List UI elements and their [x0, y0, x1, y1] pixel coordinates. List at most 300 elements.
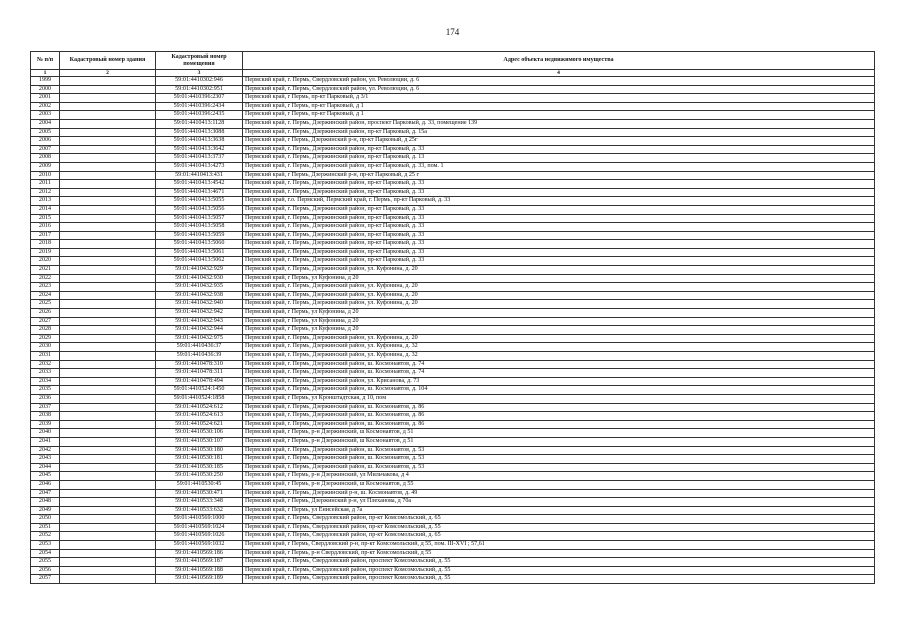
building-cadastral-cell — [60, 506, 156, 515]
premises-cadastral-cell: 59:01:4410569:1000 — [156, 515, 243, 524]
table-row — [31, 437, 875, 446]
table-row — [31, 377, 875, 386]
row-index-cell: 2039 — [31, 420, 60, 429]
address-cell: Пермский край, г. Пермь, Дзержинский район, ул. Куфонина, д. 20 — [243, 283, 875, 292]
building-cadastral-cell — [60, 549, 156, 558]
premises-cadastral-cell: 59:01:4410413:4542 — [156, 180, 243, 189]
premises-cadastral-cell: 59:01:4410413:3642 — [156, 145, 243, 154]
row-index-cell: 2007 — [31, 145, 60, 154]
table-row — [31, 498, 875, 507]
building-cadastral-cell — [60, 291, 156, 300]
row-index-cell: 2029 — [31, 334, 60, 343]
header-premises-cadastral-number: Кадастровый номер помещения — [156, 52, 243, 70]
table-row — [31, 412, 875, 421]
premises-cadastral-cell: 59:01:4410413:5058 — [156, 223, 243, 232]
premises-cadastral-cell: 59:01:4410524:613 — [156, 412, 243, 421]
premises-cadastral-cell: 59:01:4410413:3737 — [156, 154, 243, 163]
building-cadastral-cell — [60, 300, 156, 309]
address-cell: Пермский край, г. Пермь, Дзержинский район, ш. Космонавтов, д. 86 — [243, 412, 875, 421]
table-row — [31, 420, 875, 429]
address-cell: Пермский край, г. Пермь, Дзержинский район, пр-кт Парковый, д. 33, пом. 1 — [243, 162, 875, 171]
address-cell: Пермский край, г. Пермь, Дзержинский район, ул. Куфонина, д. 20 — [243, 291, 875, 300]
table-row — [31, 85, 875, 94]
building-cadastral-cell — [60, 102, 156, 111]
row-index-cell: 2047 — [31, 489, 60, 498]
address-cell: Пермский край, г Пермь, р-н Дзержинский, ул Мильчакова, д 4 — [243, 472, 875, 481]
building-cadastral-cell — [60, 369, 156, 378]
table-row — [31, 506, 875, 515]
row-index-cell: 2019 — [31, 248, 60, 257]
address-cell: Пермский край, г. Пермь, Дзержинский район, ул. Куфонина, д. 32 — [243, 343, 875, 352]
table-row — [31, 300, 875, 309]
row-index-cell: 2016 — [31, 223, 60, 232]
premises-cadastral-cell: 59:01:4410436:39 — [156, 352, 243, 361]
premises-cadastral-cell: 59:01:4410413:5056 — [156, 205, 243, 214]
table-row — [31, 472, 875, 481]
table-row — [31, 257, 875, 266]
building-cadastral-cell — [60, 223, 156, 232]
address-cell: Пермский край, г. Пермь, Свердловский район, ул. Революции, д. 6 — [243, 77, 875, 86]
premises-cadastral-cell: 59:01:4410569:1024 — [156, 523, 243, 532]
column-number: 2 — [60, 70, 156, 77]
building-cadastral-cell — [60, 162, 156, 171]
premises-cadastral-cell: 59:01:4410530:107 — [156, 437, 243, 446]
table-row — [31, 352, 875, 361]
header-index: № п/п — [31, 52, 60, 70]
address-cell: Пермский край, г. Пермь, Дзержинский район, пр-кт Парковый, д. 33 — [243, 188, 875, 197]
building-cadastral-cell — [60, 343, 156, 352]
premises-cadastral-cell: 59:01:4410432:940 — [156, 300, 243, 309]
table-row — [31, 223, 875, 232]
address-cell: Пермский край, г Пермь, р-н Свердловский, пр-кт Комсомольский, д 55 — [243, 549, 875, 558]
table-row — [31, 171, 875, 180]
row-index-cell: 1999 — [31, 77, 60, 86]
premises-cadastral-cell: 59:01:4410530:471 — [156, 489, 243, 498]
row-index-cell: 2048 — [31, 498, 60, 507]
premises-cadastral-cell: 59:01:4410530:45 — [156, 480, 243, 489]
row-index-cell: 2040 — [31, 429, 60, 438]
premises-cadastral-cell: 59:01:4410569:187 — [156, 558, 243, 567]
table-row — [31, 274, 875, 283]
table-row — [31, 523, 875, 532]
page-number: 174 — [445, 27, 460, 37]
column-number: 4 — [243, 70, 875, 77]
table-row — [31, 145, 875, 154]
address-cell: Пермский край, г. Пермь, Дзержинский район, ш. Космонавтов, д. 74 — [243, 360, 875, 369]
address-cell: Пермский край, г. Пермь, Дзержинский район, ул. Куфонина, д. 20 — [243, 300, 875, 309]
premises-cadastral-cell: 59:01:4410530:185 — [156, 463, 243, 472]
premises-cadastral-cell: 59:01:4410432:929 — [156, 266, 243, 275]
building-cadastral-cell — [60, 111, 156, 120]
table-row — [31, 541, 875, 550]
address-cell: Пермский край, г Пермь, Дзержинский р-н, ул Плеханова, д 70а — [243, 498, 875, 507]
column-number-row — [31, 70, 875, 77]
address-cell: Пермский край, г. Пермь, Дзержинский район, ш. Космонавтов, д. 53 — [243, 463, 875, 472]
building-cadastral-cell — [60, 575, 156, 584]
table-row — [31, 532, 875, 541]
building-cadastral-cell — [60, 154, 156, 163]
building-cadastral-cell — [60, 283, 156, 292]
building-cadastral-cell — [60, 541, 156, 550]
address-cell: Пермский край, г. Пермь, Дзержинский район, пр-кт Парковый, д. 33 — [243, 240, 875, 249]
table-row — [31, 317, 875, 326]
column-number: 1 — [31, 70, 60, 77]
row-index-cell: 2009 — [31, 162, 60, 171]
address-cell: Пермский край, г. Пермь, Свердловский район, проспект Комсомольский, д. 55 — [243, 558, 875, 567]
address-cell: Пермский край, г. Пермь, Дзержинский район, ул. Куфонина, д. 32 — [243, 352, 875, 361]
address-cell: Пермский край, г. Пермь, Дзержинский район, пр-кт Парковый, д. 33 — [243, 257, 875, 266]
address-cell: Пермский край, г Пермь, р-н Дзержинский, ш Космонавтов, д 55 — [243, 480, 875, 489]
premises-cadastral-cell: 59:01:4410533:348 — [156, 498, 243, 507]
building-cadastral-cell — [60, 334, 156, 343]
premises-cadastral-cell: 59:01:4410413:5059 — [156, 231, 243, 240]
premises-cadastral-cell: 59:01:4410533:632 — [156, 506, 243, 515]
table-row — [31, 119, 875, 128]
table-row — [31, 180, 875, 189]
address-cell: Пермский край, г. Пермь, Свердловский район, пр-кт Комсомольский, д. 65 — [243, 532, 875, 541]
row-index-cell: 2057 — [31, 575, 60, 584]
address-cell: Пермский край, г. Пермь, Дзержинский район, ш. Космонавтов, д. 74 — [243, 369, 875, 378]
table-row — [31, 137, 875, 146]
premises-cadastral-cell: 59:01:4410524:1450 — [156, 386, 243, 395]
row-index-cell: 2024 — [31, 291, 60, 300]
table-row — [31, 94, 875, 103]
table-row — [31, 429, 875, 438]
table-row — [31, 455, 875, 464]
row-index-cell: 2021 — [31, 266, 60, 275]
address-cell: Пермский край, г Пермь, ул Куфонина, д 20 — [243, 309, 875, 318]
address-cell: Пермский край, г. Пермь, Свердловский район, пр-кт Комсомольский, д. 65 — [243, 515, 875, 524]
building-cadastral-cell — [60, 558, 156, 567]
building-cadastral-cell — [60, 463, 156, 472]
row-index-cell: 2042 — [31, 446, 60, 455]
table-row — [31, 154, 875, 163]
row-index-cell: 2049 — [31, 506, 60, 515]
table-row — [31, 197, 875, 206]
table-row — [31, 369, 875, 378]
premises-cadastral-cell: 59:01:4410569:189 — [156, 575, 243, 584]
address-cell: Пермский край, г.о. Пермский, Пермский край, г. Пермь, пр-кт Парковый, д. 33 — [243, 197, 875, 206]
building-cadastral-cell — [60, 171, 156, 180]
table-row — [31, 343, 875, 352]
row-index-cell: 2032 — [31, 360, 60, 369]
row-index-cell: 2005 — [31, 128, 60, 137]
address-cell: Пермский край, г Пермь, пр-кт Парковый, д 1 — [243, 102, 875, 111]
building-cadastral-cell — [60, 360, 156, 369]
table-row — [31, 386, 875, 395]
building-cadastral-cell — [60, 326, 156, 335]
premises-cadastral-cell: 59:01:4410432:944 — [156, 326, 243, 335]
premises-cadastral-cell: 59:01:4410413:5057 — [156, 214, 243, 223]
row-index-cell: 2010 — [31, 171, 60, 180]
table-row — [31, 231, 875, 240]
building-cadastral-cell — [60, 429, 156, 438]
row-index-cell: 2025 — [31, 300, 60, 309]
building-cadastral-cell — [60, 352, 156, 361]
table-row — [31, 446, 875, 455]
row-index-cell: 2008 — [31, 154, 60, 163]
premises-cadastral-cell: 59:01:4410478:311 — [156, 369, 243, 378]
building-cadastral-cell — [60, 94, 156, 103]
address-cell: Пермский край, г. Пермь, Свердловский район, проспект Комсомольский, д. 55 — [243, 575, 875, 584]
premises-cadastral-cell: 59:01:4410413:3088 — [156, 128, 243, 137]
row-index-cell: 2044 — [31, 463, 60, 472]
table-row — [31, 162, 875, 171]
premises-cadastral-cell: 59:01:4410530:250 — [156, 472, 243, 481]
premises-cadastral-cell: 59:01:4410413:5055 — [156, 197, 243, 206]
building-cadastral-cell — [60, 377, 156, 386]
building-cadastral-cell — [60, 412, 156, 421]
premises-cadastral-cell: 59:01:4410432:975 — [156, 334, 243, 343]
building-cadastral-cell — [60, 394, 156, 403]
premises-cadastral-cell: 59:01:4410432:942 — [156, 309, 243, 318]
building-cadastral-cell — [60, 188, 156, 197]
row-index-cell: 2053 — [31, 541, 60, 550]
header-address: Адрес объекта недвижимого имущества — [243, 52, 875, 70]
table-row — [31, 515, 875, 524]
address-cell: Пермский край, г Пермь, ул Куфонина, д 20 — [243, 317, 875, 326]
building-cadastral-cell — [60, 231, 156, 240]
row-index-cell: 2051 — [31, 523, 60, 532]
address-cell: Пермский край, г Пермь, ул Енисейская, д 7а — [243, 506, 875, 515]
building-cadastral-cell — [60, 128, 156, 137]
building-cadastral-cell — [60, 137, 156, 146]
row-index-cell: 2022 — [31, 274, 60, 283]
table-row — [31, 334, 875, 343]
row-index-cell: 2027 — [31, 317, 60, 326]
building-cadastral-cell — [60, 515, 156, 524]
table-row — [31, 489, 875, 498]
row-index-cell: 2015 — [31, 214, 60, 223]
address-cell: Пермский край, г. Пермь, Дзержинский район, пр-кт Парковый, д. 33 — [243, 205, 875, 214]
row-index-cell: 2045 — [31, 472, 60, 481]
building-cadastral-cell — [60, 523, 156, 532]
table-body — [31, 77, 875, 584]
building-cadastral-cell — [60, 309, 156, 318]
address-cell: Пермский край, г. Пермь, Дзержинский район, ш. Космонавтов, д. 53 — [243, 455, 875, 464]
row-index-cell: 2054 — [31, 549, 60, 558]
row-index-cell: 2035 — [31, 386, 60, 395]
row-index-cell: 2018 — [31, 240, 60, 249]
table-row — [31, 128, 875, 137]
address-cell: Пермский край, г. Пермь, Свердловский район, пр-кт Комсомольский, д. 55 — [243, 523, 875, 532]
address-cell: Пермский край, г. Пермь, Дзержинский район, пр-кт Парковый, д. 33 — [243, 248, 875, 257]
premises-cadastral-cell: 59:01:4410478:310 — [156, 360, 243, 369]
table-row — [31, 480, 875, 489]
address-cell: Пермский край, г. Пермь, Дзержинский район, ш. Космонавтов, д. 86 — [243, 420, 875, 429]
table-row — [31, 394, 875, 403]
row-index-cell: 2003 — [31, 111, 60, 120]
building-cadastral-cell — [60, 446, 156, 455]
building-cadastral-cell — [60, 180, 156, 189]
row-index-cell: 2002 — [31, 102, 60, 111]
table-row — [31, 558, 875, 567]
premises-cadastral-cell: 59:01:4410432:938 — [156, 291, 243, 300]
premises-cadastral-cell: 59:01:4410413:3638 — [156, 137, 243, 146]
row-index-cell: 2034 — [31, 377, 60, 386]
address-cell: Пермский край, г. Пермь, Дзержинский район, ул. Куфонина, д. 20 — [243, 334, 875, 343]
address-cell: Пермский край, г. Пермь, Дзержинский район, пр-кт Парковый, д. 33 — [243, 145, 875, 154]
address-cell: Пермский край, г. Пермь, Дзержинский район, пр-кт Парковый, д. 15а — [243, 128, 875, 137]
table-row — [31, 77, 875, 86]
premises-cadastral-cell: 59:01:4410413:4671 — [156, 188, 243, 197]
table-header-row — [31, 52, 875, 70]
building-cadastral-cell — [60, 498, 156, 507]
row-index-cell: 2050 — [31, 515, 60, 524]
column-number: 3 — [156, 70, 243, 77]
building-cadastral-cell — [60, 214, 156, 223]
building-cadastral-cell — [60, 85, 156, 94]
premises-cadastral-cell: 59:01:4410413:5062 — [156, 257, 243, 266]
row-index-cell: 2030 — [31, 343, 60, 352]
premises-cadastral-cell: 59:01:4410569:1032 — [156, 541, 243, 550]
table-row — [31, 111, 875, 120]
premises-cadastral-cell: 59:01:4410413:5061 — [156, 248, 243, 257]
premises-cadastral-cell: 59:01:4410432:943 — [156, 317, 243, 326]
premises-cadastral-cell: 59:01:4410478:494 — [156, 377, 243, 386]
address-cell: Пермский край, г. Пермь, Дзержинский район, проспект Парковый, д. 33, помещение 139 — [243, 119, 875, 128]
row-index-cell: 2055 — [31, 558, 60, 567]
premises-cadastral-cell: 59:01:4410569:1026 — [156, 532, 243, 541]
address-cell: Пермский край, г Пермь, Дзержинский р-н, пр-кт Парковый, д 25 г — [243, 171, 875, 180]
row-index-cell: 2036 — [31, 394, 60, 403]
row-index-cell: 2011 — [31, 180, 60, 189]
row-index-cell: 2052 — [31, 532, 60, 541]
building-cadastral-cell — [60, 420, 156, 429]
row-index-cell: 2020 — [31, 257, 60, 266]
address-cell: Пермский край, г. Пермь, Дзержинский р-н, ш. Космонавтов, д. 49 — [243, 489, 875, 498]
premises-cadastral-cell: 59:01:4410569:188 — [156, 566, 243, 575]
address-cell: Пермский край, г. Пермь, Дзержинский район, пр-кт Парковый, д. 33 — [243, 231, 875, 240]
premises-cadastral-cell: 59:01:4410569:186 — [156, 549, 243, 558]
address-cell: Пермский край, г. Пермь, Дзержинский район, ул. Крисанова, д. 73 — [243, 377, 875, 386]
building-cadastral-cell — [60, 489, 156, 498]
table-row — [31, 205, 875, 214]
premises-cadastral-cell: 59:01:4410524:621 — [156, 420, 243, 429]
header-building-cadastral-number: Кадастровый номер здания — [60, 52, 156, 70]
building-cadastral-cell — [60, 403, 156, 412]
address-cell: Пермский край, г Пермь, пр-кт Парковый, д 3/1 — [243, 94, 875, 103]
building-cadastral-cell — [60, 205, 156, 214]
building-cadastral-cell — [60, 240, 156, 249]
row-index-cell: 2017 — [31, 231, 60, 240]
row-index-cell: 2026 — [31, 309, 60, 318]
building-cadastral-cell — [60, 472, 156, 481]
building-cadastral-cell — [60, 145, 156, 154]
row-index-cell: 2004 — [31, 119, 60, 128]
row-index-cell: 2033 — [31, 369, 60, 378]
table-row — [31, 549, 875, 558]
building-cadastral-cell — [60, 197, 156, 206]
premises-cadastral-cell: 59:01:4410530:106 — [156, 429, 243, 438]
row-index-cell: 2056 — [31, 566, 60, 575]
table-row — [31, 326, 875, 335]
table-row — [31, 575, 875, 584]
building-cadastral-cell — [60, 257, 156, 266]
building-cadastral-cell — [60, 274, 156, 283]
address-cell: Пермский край, г. Пермь, Свердловский район, проспект Комсомольский, д. 55 — [243, 566, 875, 575]
row-index-cell: 2006 — [31, 137, 60, 146]
row-index-cell: 2028 — [31, 326, 60, 335]
row-index-cell: 2014 — [31, 205, 60, 214]
building-cadastral-cell — [60, 480, 156, 489]
address-cell: Пермский край, г. Пермь, Дзержинский район, пр-кт Парковый, д. 33 — [243, 223, 875, 232]
address-cell: Пермский край, г Пермь, ул Кронштадтская, д 10, пом — [243, 394, 875, 403]
property-table — [30, 51, 875, 584]
building-cadastral-cell — [60, 317, 156, 326]
premises-cadastral-cell: 59:01:4410413:5060 — [156, 240, 243, 249]
premises-cadastral-cell: 59:01:4410524:612 — [156, 403, 243, 412]
table-row — [31, 102, 875, 111]
premises-cadastral-cell: 59:01:4410530:181 — [156, 455, 243, 464]
table-row — [31, 283, 875, 292]
premises-cadastral-cell: 59:01:4410396:2307 — [156, 94, 243, 103]
table-row — [31, 463, 875, 472]
building-cadastral-cell — [60, 248, 156, 257]
premises-cadastral-cell: 59:01:4410302:951 — [156, 85, 243, 94]
premises-cadastral-cell: 59:01:4410413:4273 — [156, 162, 243, 171]
table-row — [31, 248, 875, 257]
premises-cadastral-cell: 59:01:4410413:431 — [156, 171, 243, 180]
premises-cadastral-cell: 59:01:4410432:935 — [156, 283, 243, 292]
row-index-cell: 2046 — [31, 480, 60, 489]
address-cell: Пермский край, г Пермь, ул Куфонина, д 20 — [243, 274, 875, 283]
building-cadastral-cell — [60, 119, 156, 128]
row-index-cell: 2013 — [31, 197, 60, 206]
premises-cadastral-cell: 59:01:4410413:1128 — [156, 119, 243, 128]
address-cell: Пермский край, г Пермь, р-н Дзержинский, ш Космонавтов, д 51 — [243, 429, 875, 438]
table-row — [31, 291, 875, 300]
premises-cadastral-cell: 59:01:4410302:946 — [156, 77, 243, 86]
address-cell: Пермский край, г. Пермь, Дзержинский район, ш. Космонавтов, д. 53 — [243, 446, 875, 455]
address-cell: Пермский край, г. Пермь, Дзержинский район, ул. Куфонина, д. 20 — [243, 266, 875, 275]
table-row — [31, 360, 875, 369]
row-index-cell: 2000 — [31, 85, 60, 94]
table-row — [31, 309, 875, 318]
row-index-cell: 2041 — [31, 437, 60, 446]
premises-cadastral-cell: 59:01:4410436:37 — [156, 343, 243, 352]
address-cell: Пермский край, г. Пермь, Свердловский район, ул. Революции, д. 6 — [243, 85, 875, 94]
row-index-cell: 2038 — [31, 412, 60, 421]
address-cell: Пермский край, г. Пермь, Дзержинский район, пр-кт Парковый, д. 13 — [243, 154, 875, 163]
table-row — [31, 266, 875, 275]
row-index-cell: 2023 — [31, 283, 60, 292]
premises-cadastral-cell: 59:01:4410432:930 — [156, 274, 243, 283]
premises-cadastral-cell: 59:01:4410524:1858 — [156, 394, 243, 403]
row-index-cell: 2043 — [31, 455, 60, 464]
building-cadastral-cell — [60, 77, 156, 86]
building-cadastral-cell — [60, 455, 156, 464]
address-cell: Пермский край, г Пермь, пр-кт Парковый, д 1 — [243, 111, 875, 120]
address-cell: Пермский край, г Пермь, Свердловский р-н, пр-кт Комсомольский, д 55, пом. III-XVI ; 57,61 — [243, 541, 875, 550]
table-row — [31, 403, 875, 412]
row-index-cell: 2037 — [31, 403, 60, 412]
address-cell: Пермский край, г Пермь, Дзержинский р-н, пр-кт Парковый, д 25г — [243, 137, 875, 146]
row-index-cell: 2031 — [31, 352, 60, 361]
row-index-cell: 2012 — [31, 188, 60, 197]
building-cadastral-cell — [60, 566, 156, 575]
address-cell: Пермский край, г. Пермь, Дзержинский район, пр-кт Парковый, д. 33 — [243, 180, 875, 189]
building-cadastral-cell — [60, 266, 156, 275]
address-cell: Пермский край, г. Пермь, Дзержинский район, ш. Космонавтов, д. 104 — [243, 386, 875, 395]
address-cell: Пермский край, г Пермь, ул Куфонина, д 20 — [243, 326, 875, 335]
row-index-cell: 2001 — [31, 94, 60, 103]
table-row — [31, 214, 875, 223]
table-row — [31, 188, 875, 197]
address-cell: Пермский край, г. Пермь, Дзержинский район, ш. Космонавтов, д. 86 — [243, 403, 875, 412]
building-cadastral-cell — [60, 437, 156, 446]
premises-cadastral-cell: 59:01:4410530:180 — [156, 446, 243, 455]
